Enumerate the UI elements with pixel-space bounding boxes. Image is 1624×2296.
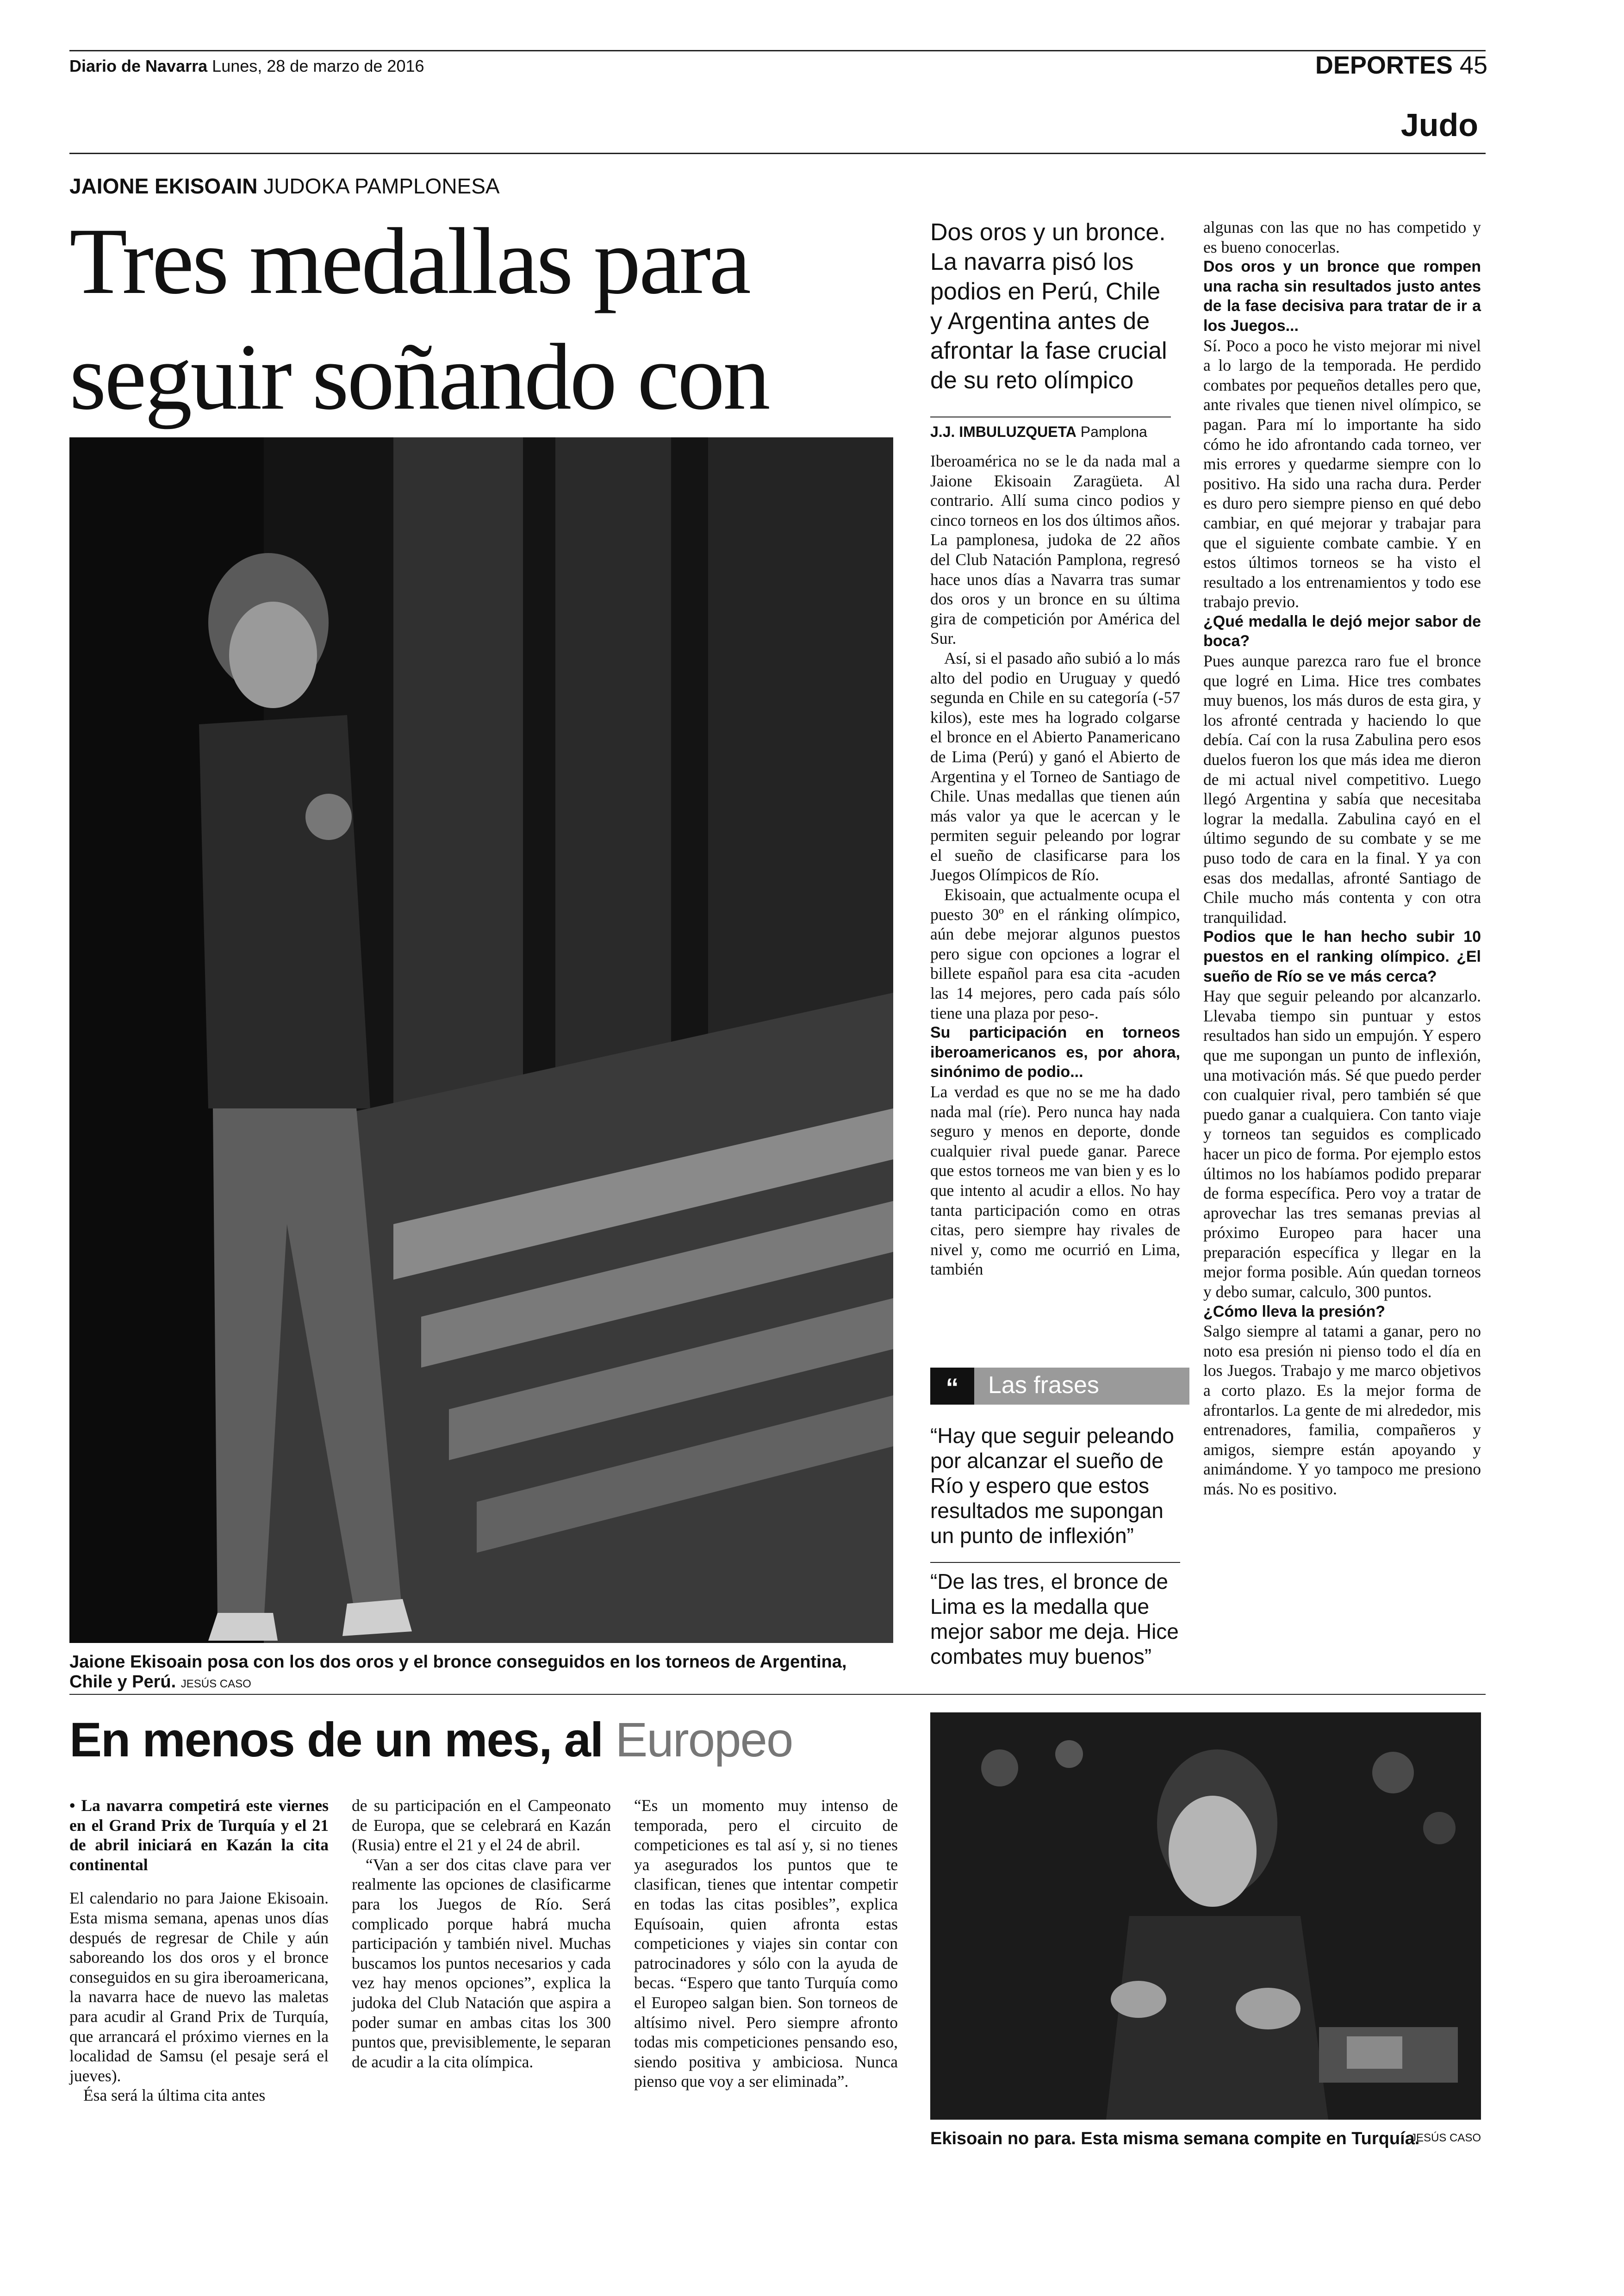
photo-judoka-portrait bbox=[69, 437, 893, 1643]
body-paragraph: El calendario no para Jaione Ekisoain. Esta misma semana, apenas unos días después de regresar de Chile y aún saboreando los dos oros y el bronce conseguidos en su gira iberoamericana, la navarra hace de nuevo las maletas para acudir al Grand Prix de Turquía, que arrancará el próximo viernes en la localidad de Samsu (el pesaje será el jueves). bbox=[69, 1889, 329, 2085]
article-column-1 bbox=[930, 451, 1180, 1279]
quote-mark-icon: “ bbox=[930, 1368, 974, 1405]
body-paragraph: Iberoamérica no se le da nada mal a Jaione Ekisoain Zaragüeta. Al contrario. Allí suma cinco podios y cinco torneos en los dos últimos años. La pamplonesa, judoka de 22 años del Club Natación Pamplona, regresó hace unos días a Navarra tras sumar dos oros y un bronce en su última gira de competición por América del Sur. bbox=[930, 452, 1180, 648]
secondary-headline bbox=[69, 1712, 792, 1768]
quote-divider bbox=[930, 1562, 1180, 1563]
interview-question: ¿Cómo lleva la presión? bbox=[1203, 1302, 1385, 1320]
byline-place: Pamplona bbox=[1080, 423, 1147, 440]
interview-question: Su participación en torneos iberoamericanos es, por ahora, sinónimo de podio... bbox=[930, 1024, 1180, 1081]
kicker-name: JAIONE EKISOAIN bbox=[69, 174, 258, 198]
article2-lead: • La navarra competirá este viernes en el Grand Prix de Turquía y el 21 de abril iniciará en Kazán la cita continental bbox=[69, 1796, 329, 1874]
kicker bbox=[69, 174, 500, 199]
headline-line-2: seguir soñando con bbox=[69, 324, 769, 429]
page-header bbox=[1315, 51, 1487, 80]
secondary-headline-main: En menos de un mes, al bbox=[69, 1713, 603, 1767]
article2-column-2 bbox=[352, 1796, 611, 2072]
photo-credit: JESÚS CASO bbox=[180, 1678, 251, 1690]
subheadline: Dos oros y un bronce. La navarra pisó los podios en Perú, Chile y Argentina antes de afrontar la fase crucial de su reto olímpico bbox=[930, 219, 1167, 394]
article2-column-1 bbox=[69, 1796, 329, 2105]
article-column-2 bbox=[1203, 218, 1481, 1499]
section-name: DEPORTES bbox=[1315, 51, 1453, 79]
article2-column-3 bbox=[634, 1796, 898, 2091]
body-paragraph: Ésa será la última cita antes bbox=[83, 2086, 266, 2105]
masthead-line bbox=[69, 56, 424, 76]
main-photo-caption bbox=[69, 1652, 893, 1692]
byline bbox=[930, 423, 1147, 441]
article-divider bbox=[69, 1694, 1486, 1695]
interview-question: Podios que le han hecho subir 10 puestos en el ranking olímpico. ¿El sueño de Río se ve más cerca? bbox=[1203, 928, 1481, 985]
paper-name: Diario de Navarra bbox=[69, 56, 208, 75]
section-rule bbox=[69, 153, 1486, 154]
photo-credit: JESÚS CASO bbox=[1410, 2132, 1481, 2144]
quotes-title: Las frases bbox=[988, 1372, 1099, 1399]
secondary-headline-accent: Europeo bbox=[615, 1713, 793, 1767]
headline-line-1: Tres medallas para bbox=[69, 209, 749, 314]
pull-quote-2: “De las tres, el bronce de Lima es la medalla que mejor sabor me deja. Hice combates muy buenos” bbox=[930, 1569, 1179, 1668]
body-paragraph: “Es un momento muy intenso de temporada, pero el circuito de competiciones es tal así y, si no tienes ya asegurados los puntos que te clasifican, tienes que intentar competir en todas las citas posibles”, explica Equísoain, quien afronta estas competiciones y viajes sin contar con patrocinadores y sólo con la ayuda de becas. “Espero que tanto Turquía como el Europeo salgan bien. Son torneos de altísimo nivel. Pero siempre afronto todas mis competiciones pensando eso, siendo positiva y ambiciosa. Nunca pienso que voy a ser eliminada”. bbox=[634, 1796, 898, 2091]
secondary-photo-caption bbox=[930, 2129, 1481, 2149]
kicker-role: JUDOKA PAMPLONESA bbox=[263, 174, 500, 198]
body-paragraph: Salgo siempre al tatami a ganar, pero no noto esa presión ni pienso todo el día en los Juegos. Trabajo y me marco objetivos a corto plazo. Es la mejor forma de afrontarlos. La gente de mi alrededor, mis entrenadores, familia, compañeros y amigos, siempre están apoyando y animándome. Y yo tampoco me presiono más. No es positivo. bbox=[1203, 1322, 1481, 1498]
body-paragraph: Pues aunque parezca raro fue el bronce que logré en Lima. Hice tres combates muy buenos, los más duros de esta gira, y los afronté centrada y haciendo lo que debía. Caí con la rusa Zabulina pero esos duelos fueron los que más idea me dieron de mi actual nivel competitivo. Luego llegó Argentina y sabía que necesitaba lograr la medalla. Zabulina cayó en el último segundo de su combate y se me puso todo de cara en la final. Y ya con esas dos medallas, afronté Santiago de Chile mucho más contenta y con otra tranquilidad. bbox=[1203, 652, 1481, 927]
interview-question: Dos oros y un bronce que rompen una racha sin resultados justo antes de la fase decisiva para tratar de ir a los Juegos... bbox=[1203, 258, 1481, 335]
body-paragraph: de su participación en el Campeonato de Europa, que se celebrará en Kazán (Rusia) entre el 21 y el 24 de abril. bbox=[352, 1796, 611, 1854]
byline-author: J.J. IMBULUZQUETA bbox=[930, 423, 1076, 440]
subsection-label: Judo bbox=[1400, 107, 1478, 143]
issue-date: Lunes, 28 de marzo de 2016 bbox=[212, 56, 424, 75]
pull-quote-1: “Hay que seguir peleando por alcanzar el sueño de Río y espero que estos resultados me supongan un punto de inflexión” bbox=[930, 1424, 1174, 1548]
body-paragraph: “Van a ser dos citas clave para ver realmente las opciones de clasificarme para los Juegos de Río. Será complicado porque habrá mucha participación y también nivel. Muchas buscamos los puntos necesarios y cada vez hay menos opciones”, explica la judoka del Club Natación que aspira a poder sumar en ambas citas los 300 puntos que, previsiblemente, le separan de acudir a la cita olímpica. bbox=[352, 1855, 611, 2071]
caption-text: Ekisoain no para. Esta misma semana compite en Turquía. bbox=[930, 2129, 1420, 2148]
caption-text: Jaione Ekisoain posa con los dos oros y el bronce conseguidos en los torneos de Argentina, Chile y Perú. bbox=[69, 1652, 847, 1692]
body-paragraph: Ekisoain, que actualmente ocupa el puesto 30º en el ránking olímpico, aún debe mejorar algunos puestos pero sigue con opciones a lograr el billete español para esa cita -acuden las 14 mejores, pero cada país sólo tiene una plaza por peso-. bbox=[930, 885, 1180, 1022]
body-paragraph: Sí. Poco a poco he visto mejorar mi nivel a lo largo de la temporada. He perdido combates por pequeños detalles pero que, ante rivales que tienen nivel olímpico, se pagan. Para mí lo importante ha sido cómo he ido afrontando cada torneo, ver mis errores y quedarme siempre con lo positivo. Ha sido una racha dura. Perder es duro pero siempre pienso en qué debo cambiar, en qué mejorar y trabajar para que el siguiente combate cambie. Y en estos últimos torneos se ha visto el resultado a los entrenamientos y todo ese trabajo previo. bbox=[1203, 336, 1481, 611]
photo-judoka-seated bbox=[930, 1712, 1481, 2120]
body-paragraph: Así, si el pasado año subió a lo más alto del podio en Uruguay y quedó segunda en Chile en su categoría (-57 kilos), este mes ha logrado colgarse el bronce en el Abierto Panamericano de Lima (Perú) y ganó el Abierto de Argentina y el Torneo de Santiago de Chile. Unas medallas que tienen aún más valor ya que le acercan y le permiten seguir peleando por lograr el sueño de clasificarse para los Juegos Olímpicos de Río. bbox=[930, 648, 1180, 884]
body-paragraph: algunas con las que no has competido y es bueno conocerlas. bbox=[1203, 218, 1481, 256]
body-paragraph: Hay que seguir peleando por alcanzarlo. Llevaba tiempo sin puntuar y estos resultados han sido un empujón. Y espero que me supongan un punto de inflexión, una motivación más. Sé que puedo perder con cualquier rival, pero también sé que puedo ganar a cualquiera. Con tanto viaje y torneos tan seguidos es complicado hacer un pico de forma. Por ejemplo estos últimos no los habíamos podido preparar de forma específica. Pero voy a tratar de aprovechar las tres semanas previas al próximo Europeo para hacer una preparación específica y llegar en la mejor forma posible. Aún quedan torneos y debo sumar, calculo, 300 puntos. bbox=[1203, 987, 1481, 1301]
page-number: 45 bbox=[1459, 51, 1487, 79]
interview-question: ¿Qué medalla le dejó mejor sabor de boca? bbox=[1203, 612, 1481, 650]
main-photo bbox=[69, 437, 893, 1643]
secondary-photo bbox=[930, 1712, 1481, 2120]
body-paragraph: La verdad es que no se me ha dado nada mal (ríe). Pero nunca hay nada seguro y menos en deporte, donde cualquier rival puede ganar. Parece que estos torneos me van bien y es lo que intento al acudir a ellos. No hay tanta participación como en otras citas, pero siempre hay rivales de nivel y, como me ocurrió en Lima, también bbox=[930, 1083, 1180, 1279]
quotes-box-header bbox=[930, 1368, 1189, 1405]
top-rule bbox=[69, 50, 1486, 51]
